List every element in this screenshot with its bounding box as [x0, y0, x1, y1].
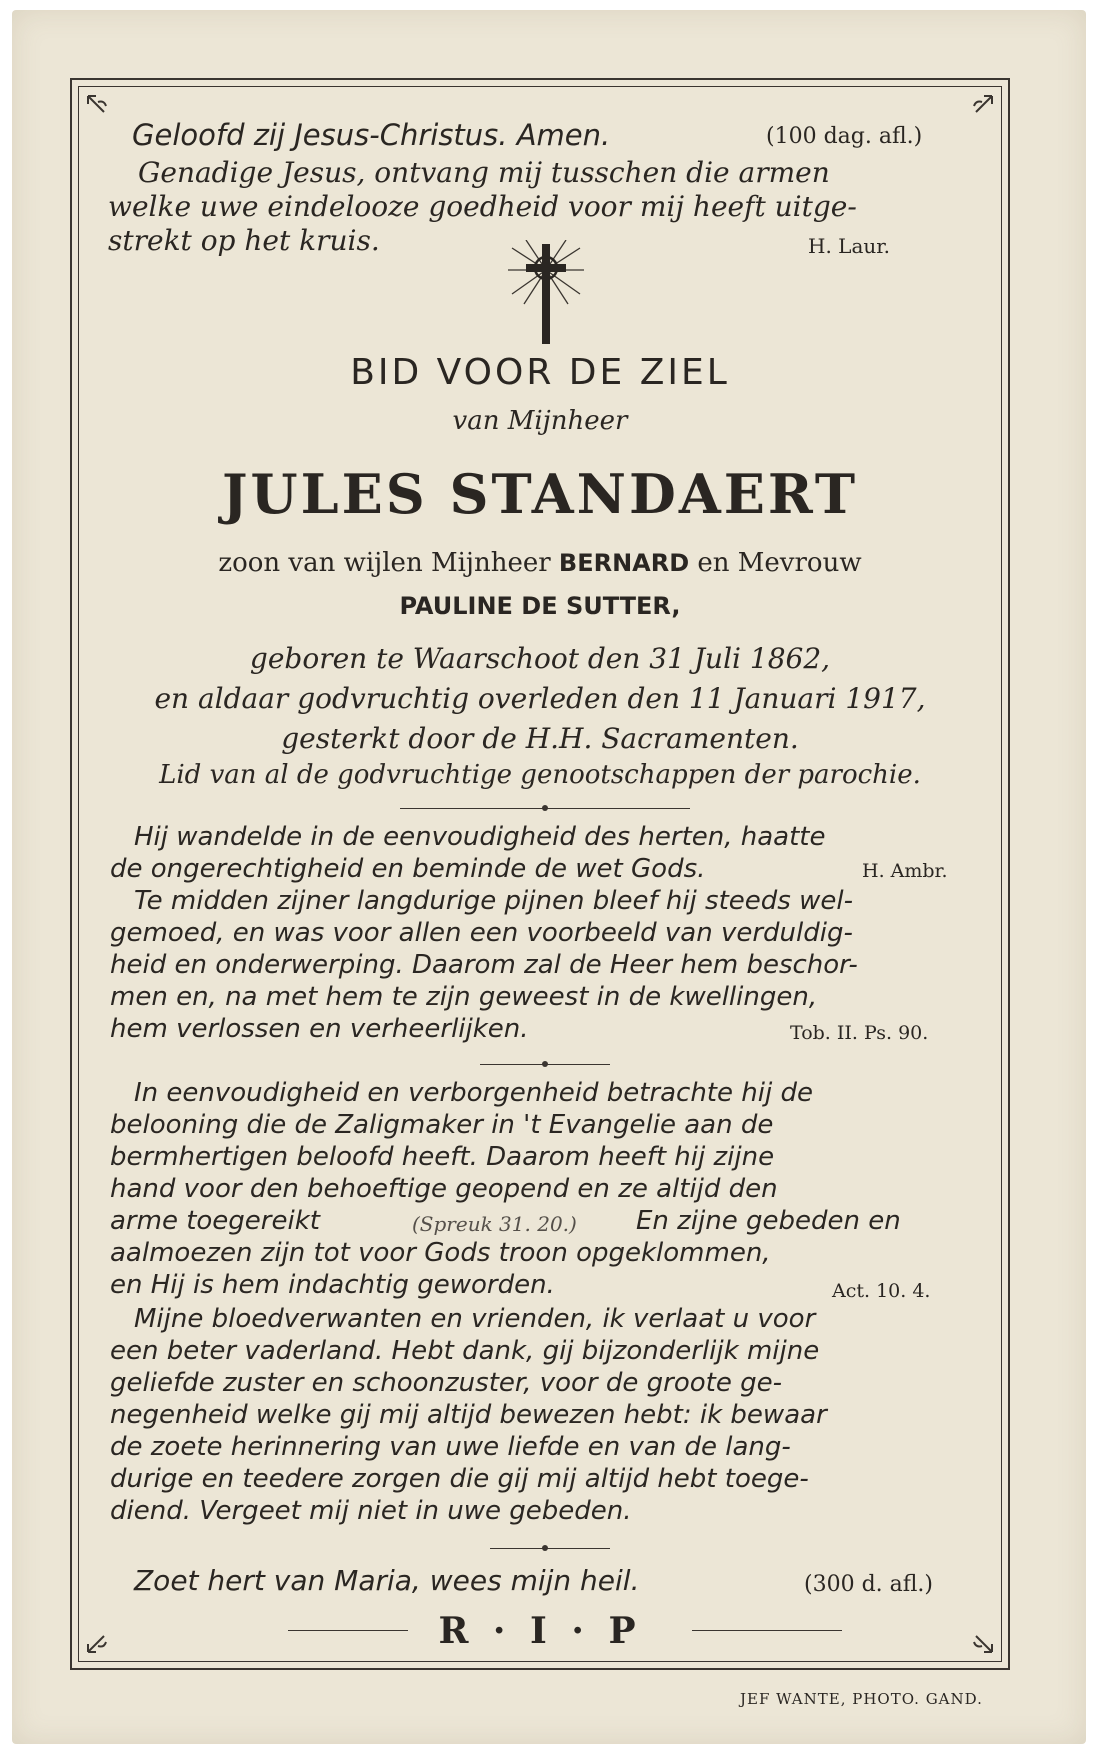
life-line: Lid van al de godvruchtige genootschappen der parochie. [159, 760, 921, 790]
para1-line: gemoed, en was voor allen een voorbeeld van verduldig- [110, 918, 853, 948]
para2-line: belooning die de Zaligmaker in 't Evangelie aan de [110, 1110, 774, 1140]
parents-line [80, 548, 1000, 578]
para1-source: H. Ambr. [862, 860, 948, 882]
prayer-source: H. Laur. [808, 234, 890, 258]
deceased-name: JULES STANDAERT [221, 462, 859, 526]
para2-line: bermhertigen beloofd heeft. Daarom heeft hij zijne [110, 1142, 775, 1172]
separator-dot [542, 805, 548, 811]
prayer-line: Genadige Jesus, ontvang mij tusschen die armen [138, 156, 830, 189]
life-line: geboren te Waarschoot den 31 Juli 1862, [249, 642, 831, 675]
para2-line: In eenvoudigheid en verborgenheid betrachte hij de [134, 1078, 813, 1108]
printer-credit: JEF WANTE, PHOTO. GAND. [740, 1690, 983, 1708]
rip-text: R · I · P [438, 1610, 642, 1652]
closing-indulgence: (300 d. afl.) [804, 1572, 934, 1597]
title-line: BID VOOR DE ZIEL [350, 352, 730, 393]
corner-ornament-icon [84, 92, 112, 120]
prayer-line: strekt op het kruis. [108, 224, 380, 257]
para2-line: arme toegereikt [110, 1206, 320, 1236]
parents-pre: zoon van wijlen Mijnheer [218, 548, 551, 578]
corner-ornament-icon [968, 92, 996, 120]
father-name: BERNARD [558, 549, 690, 577]
para1-line: hem verlossen en verheerlijken. [110, 1014, 529, 1044]
praise-text: Geloofd zij Jesus-Christus. Amen. [132, 118, 611, 152]
closing-prayer: Zoet hert van Maria, wees mijn heil. [134, 1564, 640, 1597]
life-line: en aldaar godvruchtig overleden den 11 Januari 1917, [154, 682, 926, 715]
mother-name: PAULINE DE SUTTER, [399, 592, 681, 620]
para2-source: Act. 10. 4. [832, 1280, 931, 1302]
para1-line: men en, na met hem te zijn geweest in de kwellingen, [110, 982, 818, 1012]
para2-line: aalmoezen zijn tot voor Gods troon opgeklommen, [110, 1238, 771, 1268]
para3-line: een beter vaderland. Hebt dank, gij bijzonderlijk mijne [110, 1336, 820, 1366]
cross-icon [506, 240, 586, 346]
separator [490, 1548, 610, 1549]
para3-line: diend. Vergeet mij niet in uwe gebeden. [110, 1496, 632, 1526]
para2-ref: (Spreuk 31. 20.) [412, 1212, 577, 1236]
para3-line: geliefde zuster en schoonzuster, voor de groote ge- [110, 1368, 782, 1398]
parents-post: en Mevrouw [697, 548, 862, 578]
para1-line: de ongerechtigheid en beminde de wet Gods. [110, 854, 706, 884]
para3-line: de zoete herinnering van uwe liefde en van de lang- [110, 1432, 791, 1462]
para1-line: heid en onderwerping. Daarom zal de Heer hem beschor- [110, 950, 858, 980]
life-line: gesterkt door de H.H. Sacramenten. [281, 722, 799, 755]
para2-line: En zijne gebeden en [636, 1206, 901, 1236]
para3-line: durige en teedere zorgen die gij mij altijd hebt toege- [110, 1464, 809, 1494]
para2-line: en Hij is hem indachtig geworden. [110, 1270, 555, 1300]
para1-source: Tob. II. Ps. 90. [790, 1022, 929, 1044]
separator-dot [542, 1061, 548, 1067]
para1-line: Hij wandelde in de eenvoudigheid des herten, haatte [134, 822, 826, 852]
para3-line: Mijne bloedverwanten en vrienden, ik verlaat u voor [134, 1304, 816, 1334]
para3-line: negenheid welke gij mij altijd bewezen hebt: ik bewaar [110, 1400, 827, 1430]
para2-line: hand voor den behoeftige geopend en ze altijd den [110, 1174, 778, 1204]
para1-line: Te midden zijner langdurige pijnen bleef hij steeds wel- [134, 886, 853, 916]
prayer-line: welke uwe eindelooze goedheid voor mij heeft uitge- [108, 190, 857, 223]
praise-indulgence: (100 dag. afl.) [766, 124, 923, 149]
separator-dot [542, 1545, 548, 1551]
title-subline: van Mijnheer [452, 406, 628, 436]
